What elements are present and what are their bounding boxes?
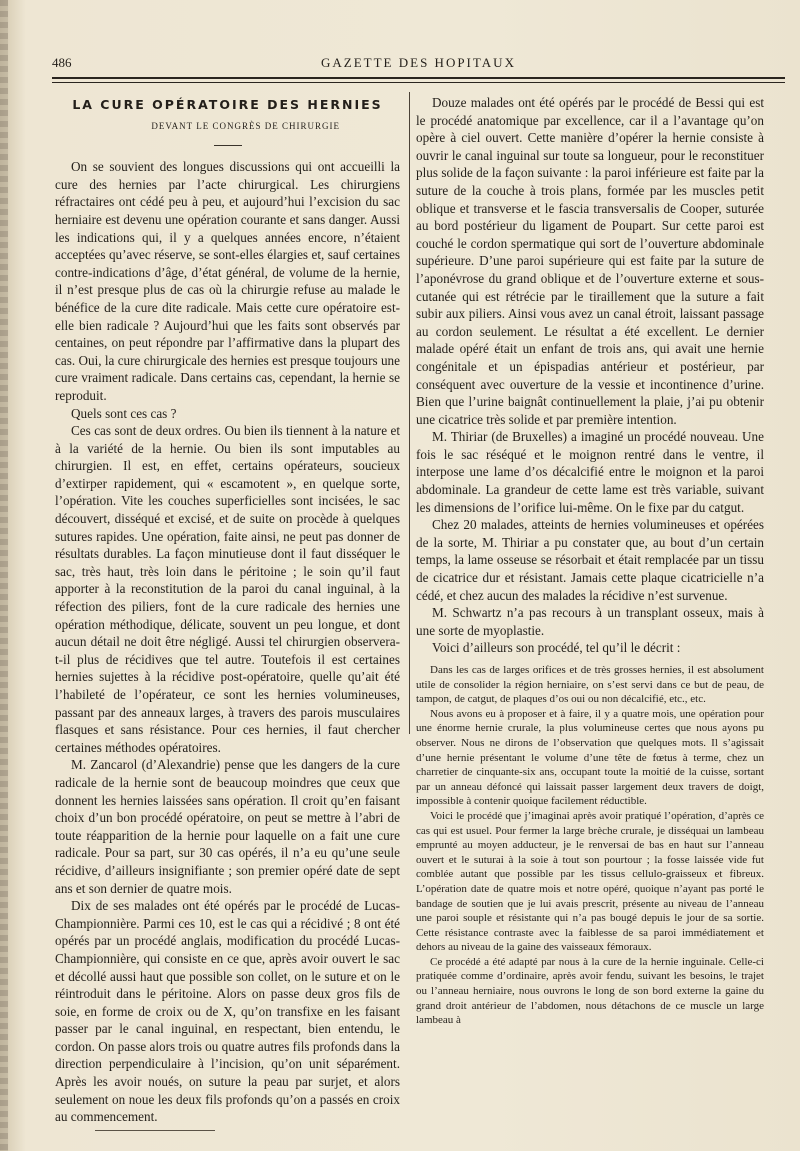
header-double-rule: [52, 77, 785, 83]
paragraph: On se souvient des longues discussions qui ont accueilli la cure des hernies par l’acte chirurgical. Les chirurgiens réfractaires ont cédé peu à peu, et aujourd’hui l’excision du sac herniaire est devenu une opération courante et sans danger. Aussi les indications qui, il y a quelques années encore, n’étaient acceptées qu’avec réserve, se sont-elles élargies et, sauf certaines contre-indications d’âge, d’état général, de volume de la hernie, il n’est presque plus de cas où la chirurgie refuse au malade le bénéfice de la cure dite radicale. Mais cette cure opératoire est-elle bien radicale ? Aujourd’hui que les faits sont observés par centaines, on peut répondre par l’affirmative dans la plupart des cas. Oui, la cure chirurgicale des hernies est presque toujours une cure vraiment radicale. Dans certains cas, cependant, la hernie se reproduit.: [55, 159, 400, 403]
article-title: LA CURE OPÉRATOIRE DES HERNIES: [72, 97, 383, 112]
page-header: [52, 55, 785, 75]
paragraph: Voici d’ailleurs son procédé, tel qu’il le décrit :: [432, 640, 681, 656]
page-number: 486: [52, 55, 72, 70]
quote-paragraph: Nous avons eu à proposer et à faire, il y a quatre mois, une opération pour une énorme hernie crurale, la plus volumineuse certes que nous ayons pu observer. Nous ne dirons de l’observation que quelques mots. Il s’agissait d’une hernie présentant le volume d’une tête de fœtus à terme, chez un charretier de cinquante-six ans, occupant toute la moitié de la cuisse, sortant par un anneau défoncé qui laissait passer largement deux travers de doigt, impossible à contenir quoique facilement réductible.: [416, 707, 764, 808]
paragraph: M. Zancarol (d’Alexandrie) pense que les dangers de la cure radicale de la hernie sont de beaucoup moindres que ceux que donnent les hernies laissées sans opération. Il croit qu’en faisant choix d’un bon procédé opératoire, on peut se mettre à l’abri de toute réapparition de la hernie pour laquelle on a fait une cure radicale. Pour sa part, sur 30 cas opérés, il n’a eu qu’une seule récidive, d’ailleurs insignifiante ; son premier opéré date de sept ans et son dernier de quatre mois.: [55, 757, 400, 896]
paragraph: Douze malades ont été opérés par le procédé de Bessi qui est le procédé anatomique par excellence, car il a l’avantage qu’on opère à ciel ouvert. Cette manière d’opérer la hernie consiste à ouvrir le canal inguinal sur toute sa longueur, pour le reconstituer plus solide de la façon suivante : la paroi inférieure est faite par la suture de la couche à trois plans, formée par les muscles petit oblique et transverse et le fascia transversalis de Cooper, suturée au bord postérieur du ligament de Poupart. Sur cette paroi est couché le cordon spermatique qui sort de l’ouverture abdominale supérieure. D’une paroi supérieure qui est faite par la suture de l’aponévrose du grand oblique et de l’ouverture externe et sous-cutanée qui est rétrécie par le tiraillement que la suture a fait subir aux piliers. Ainsi vous avez un canal étroit, laissant passage au cordon seulement. Le résultat a été excellent. Le dernier malade opéré était un enfant de trois ans, qui avait une hernie congénitale et un épispadias antérieur et postérieur, par conséquent avec ouverture de la vessie et incontinence d’urine. Bien que l’urine baignât continuellement la plaie, j’ai pu obtenir une cicatrice très solide et par première intention.: [416, 95, 764, 427]
left-column: [55, 94, 400, 1134]
paragraph: Chez 20 malades, atteints de hernies volumineuses et opérées de la sorte, M. Thiriar a pu constater que, au bout d’un certain temps, la lame osseuse se résorbait et était remplacée par un tissu de cicatrice dur et résistant. Jamais cette plaque cicatricielle n’a cédé, et chez aucun des malades la récidive n’est survenue.: [416, 517, 764, 603]
paragraph: M. Thiriar (de Bruxelles) a imaginé un procédé nouveau. Une fois le sac réséqué et le moignon rentré dans le ventre, il interpose une lame d’os décalcifié entre le moignon et la paroi abdominale. La grandeur de cette lame est très variable, suivant les dimensions de l’orifice lui-même. On le fixe par du catgut.: [416, 429, 764, 515]
title-rule: [214, 145, 242, 146]
journal-title: GAZETTE DES HOPITAUX: [321, 55, 516, 70]
paragraph: Dix de ses malades ont été opérés par le procédé de Lucas-Championnière. Parmi ces 10, est le cas qui a récidivé ; 8 ont été opérés par un procédé anglais, modification du procédé Lucas-Championnière, qui consiste en ce que, après avoir ouvert le sac et décollé aussi haut que possible son collet, on le suture et on le réintroduit dans le péritoine. Alors on passe deux gros fils de soie, en forme de croix ou de X, qu’on transfixe en les faisant passer par le canal inguinal, en respectant, bien entendu, le cordon. On passe alors trois ou quatre autres fils profonds dans la direction perpendiculaire à l’incision, qu’on unit séparément. Après les avoir noués, on suture la peau par surjet, et alors seulement on noue les deux fils profonds qu’on a passés en croix au commencement.: [55, 898, 400, 1125]
paragraph: Ces cas sont de deux ordres. Ou bien ils tiennent à la nature et à la variété de la hernie. Ou bien ils sont imputables au chirurgien. Il est, en effet, certains opérateurs, soucieux d’extirper rapidement, qui « escamotent », en quelque sorte, l’opération. Vite les couches superficielles sont incisées, le sac découvert, disséqué et excisé, et de suite on procède à quelques sutures rapides. Une opération, faite ainsi, ne peut pas donner de résultats durables. La façon minutieuse dont il faut disséquer le sac, très haut, très loin dans le péritoine ; le soin qu’il faut apporter à la reconstitution de la paroi du canal inguinal, à la réfection des piliers, font de la cure radicale des hernies une opération méthodique, délicate, souvent un peu longue, et dont aucun détail ne doit être négligé. Aussi tel chirurgien observera-t-il plus de récidives que tel autre. Toutefois il est certaines hernies sujettes à la récidive post-opératoire, quelle qu’ait été l’habileté de l’opérateur, ce sont les hernies volumineuses, passant par des anneaux larges, à travers des parois musculaires flasques et sans résistance. Pour ces hernies, il faut chercher certaines méthodes opératoires.: [55, 423, 400, 755]
binding-edge: [0, 0, 8, 1151]
paragraph: Quels sont ces cas ?: [71, 405, 177, 421]
column-divider: [409, 92, 410, 734]
quote-paragraph: Voici le procédé que j’imaginai après avoir pratiqué l’opération, d’après ce cas qui est usuel. Pour fermer la large brèche crurale, je disséquai un lambeau emprunté au moyen adducteur, je le renversai de bas en haut sur l’anneau ouvert et le suturai à la soie à tout son pourtour ; la fosse laissée vide fut comblée autant que possible par les tissus cellulo-graisseux et fibreux. L’opération date de quatre mois et notre opéré, quoique n’ayant pas porté le bandage de soutien que je lui avais prescrit, présente au niveau de l’anneau une paroi souple et résistante qui n’a pas bougé depuis le jour de sa sortie. Cette résistance contraste avec la faiblesse de sa paroi immédiatement et dehors au niveau de la gaine des vaisseaux fémoraux.: [416, 809, 764, 954]
end-rule: [95, 1130, 215, 1131]
right-column: [416, 94, 764, 1134]
article-subtitle: DEVANT LE CONGRÈS DE CHIRURGIE: [151, 120, 340, 131]
paragraph: M. Schwartz n’a pas recours à un transplant osseux, mais à une sorte de myoplastie.: [416, 605, 764, 638]
quote-paragraph: Dans les cas de larges orifices et de très grosses hernies, il est absolument utile de consolider la région herniaire, on s’est servi dans ce but de peau, de tampon, de catgut, de plaques d’os oui ou non décalcifié, etc., etc.: [416, 664, 764, 706]
quote-paragraph: Ce procédé a été adapté par nous à la cure de la hernie inguinale. Celle-ci pratiquée comme d’ordinaire, après avoir fendu, suivant les besoins, le trajet ou l’anneau herniaire, nous ouvrons le long de son bord externe la gaine du grand droit antérieur de l’abdomen, nous détachons de ce muscle un large lambeau à: [416, 955, 764, 1027]
quoted-passage: [416, 663, 764, 1028]
